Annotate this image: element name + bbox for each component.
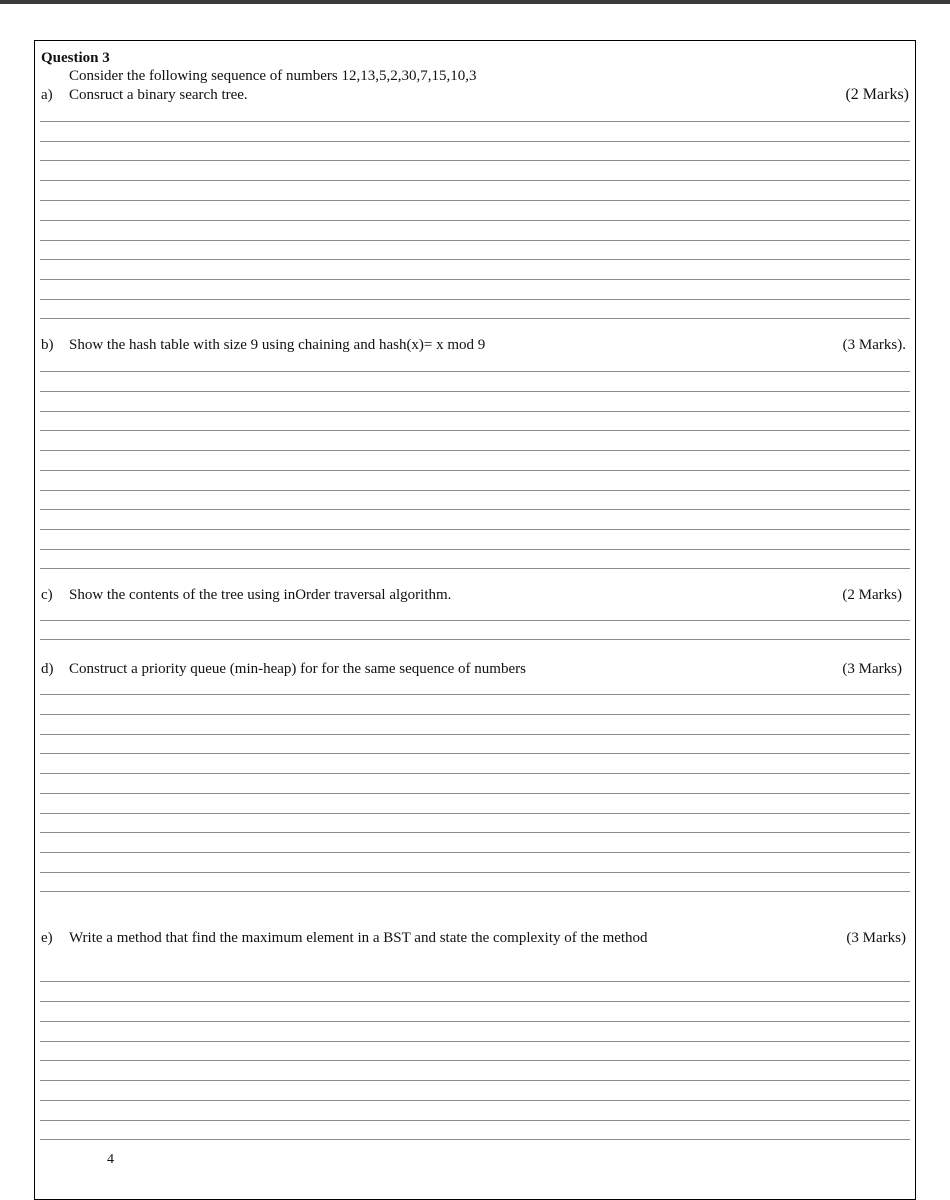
answer-line [40, 240, 910, 241]
part-a-marks: (2 Marks) [845, 86, 909, 103]
answer-line [40, 549, 910, 550]
part-e-label: e) [41, 930, 53, 946]
part-a-text: Consruct a binary search tree. [69, 87, 248, 103]
answer-line [40, 891, 910, 892]
answer-line [40, 318, 910, 319]
window-top-bar [0, 0, 950, 4]
answer-line [40, 1120, 910, 1121]
question-intro: Consider the following sequence of numbers 12,13,5,2,30,7,15,10,3 [69, 68, 477, 84]
answer-line [40, 981, 910, 982]
page-number: 4 [107, 1152, 114, 1167]
answer-line [40, 470, 910, 471]
answer-line [40, 753, 910, 754]
answer-line [40, 259, 910, 260]
answer-line [40, 371, 910, 372]
part-c-label: c) [41, 587, 53, 603]
answer-line [40, 1060, 910, 1061]
answer-line [40, 793, 910, 794]
answer-line [40, 141, 910, 142]
part-b-marks: (3 Marks). [842, 337, 906, 353]
answer-line [40, 1001, 910, 1002]
answer-line [40, 734, 910, 735]
part-e-text: Write a method that find the maximum element in a BST and state the complexity of the method [69, 930, 648, 946]
answer-line [40, 121, 910, 122]
answer-line [40, 411, 910, 412]
answer-line [40, 1041, 910, 1042]
answer-line [40, 391, 910, 392]
answer-line [40, 568, 910, 569]
answer-line [40, 1139, 910, 1140]
answer-line [40, 279, 910, 280]
answer-line [40, 639, 910, 640]
part-c-marks: (2 Marks) [842, 587, 902, 603]
answer-line [40, 490, 910, 491]
part-d-marks: (3 Marks) [842, 661, 902, 677]
part-c-text: Show the contents of the tree using inOrder traversal algorithm. [69, 587, 452, 603]
answer-line [40, 852, 910, 853]
answer-line [40, 160, 910, 161]
answer-line [40, 872, 910, 873]
answer-line [40, 1080, 910, 1081]
answer-line [40, 509, 910, 510]
part-e-marks: (3 Marks) [846, 930, 906, 946]
answer-line [40, 773, 910, 774]
question-title: Question 3 [41, 50, 110, 66]
answer-line [40, 200, 910, 201]
answer-line [40, 180, 910, 181]
answer-line [40, 450, 910, 451]
answer-line [40, 1100, 910, 1101]
part-b-text: Show the hash table with size 9 using chaining and hash(x)= x mod 9 [69, 337, 486, 353]
answer-line [40, 529, 910, 530]
answer-line [40, 620, 910, 621]
answer-line [40, 832, 910, 833]
part-a-label: a) [41, 87, 53, 103]
answer-line [40, 430, 910, 431]
answer-line [40, 694, 910, 695]
answer-line [40, 220, 910, 221]
answer-line [40, 1021, 910, 1022]
answer-line [40, 813, 910, 814]
part-b-label: b) [41, 337, 54, 353]
part-d-label: d) [41, 661, 54, 677]
answer-line [40, 714, 910, 715]
answer-line [40, 299, 910, 300]
part-d-text: Construct a priority queue (min-heap) for for the same sequence of numbers [69, 661, 526, 677]
